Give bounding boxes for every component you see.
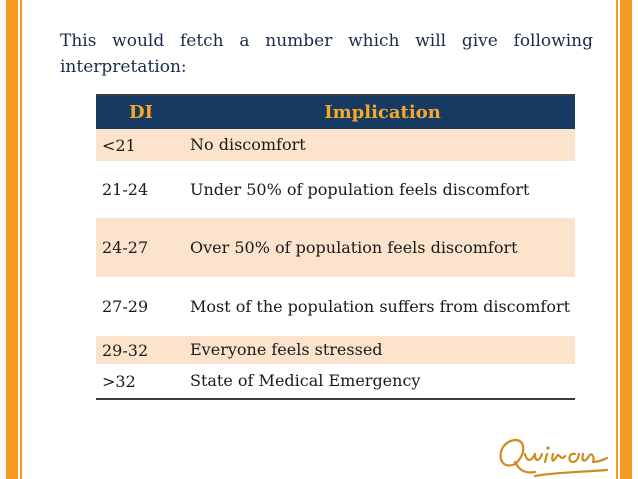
table-row <box>96 218 575 277</box>
left-accent-line <box>20 0 22 479</box>
signature-logo-icon <box>495 432 610 478</box>
header-implication: Implication <box>324 101 441 123</box>
implication-cell: No discomfort <box>190 135 306 154</box>
di-cell: 27-29 <box>102 297 149 316</box>
implication-cell: Under 50% of population feels discomfort <box>190 179 530 199</box>
di-cell: 21-24 <box>102 180 149 199</box>
table-row <box>96 336 575 364</box>
di-cell: 24-27 <box>102 238 149 257</box>
implication-cell: Most of the population suffers from discomfort <box>190 296 571 316</box>
di-cell: 29-32 <box>102 340 149 360</box>
intro-text: This would fetch a number which will give following interpretation: <box>60 31 593 77</box>
di-table <box>96 94 575 400</box>
header-di: DI <box>128 102 154 123</box>
di-cell: >32 <box>102 371 136 391</box>
implication-cell: Everyone feels stressed <box>190 340 383 359</box>
implication-cell: State of Medical Emergency <box>190 371 421 390</box>
right-accent-line <box>616 0 618 479</box>
di-cell: <21 <box>102 135 136 155</box>
table-row <box>96 364 575 398</box>
table-header-row <box>96 94 575 129</box>
implication-cell: Over 50% of population feels discomfort <box>190 237 518 257</box>
left-accent-bar <box>6 0 18 479</box>
table-row <box>96 277 575 336</box>
table-row <box>96 129 575 161</box>
right-accent-bar <box>620 0 632 479</box>
table-row <box>96 161 575 218</box>
